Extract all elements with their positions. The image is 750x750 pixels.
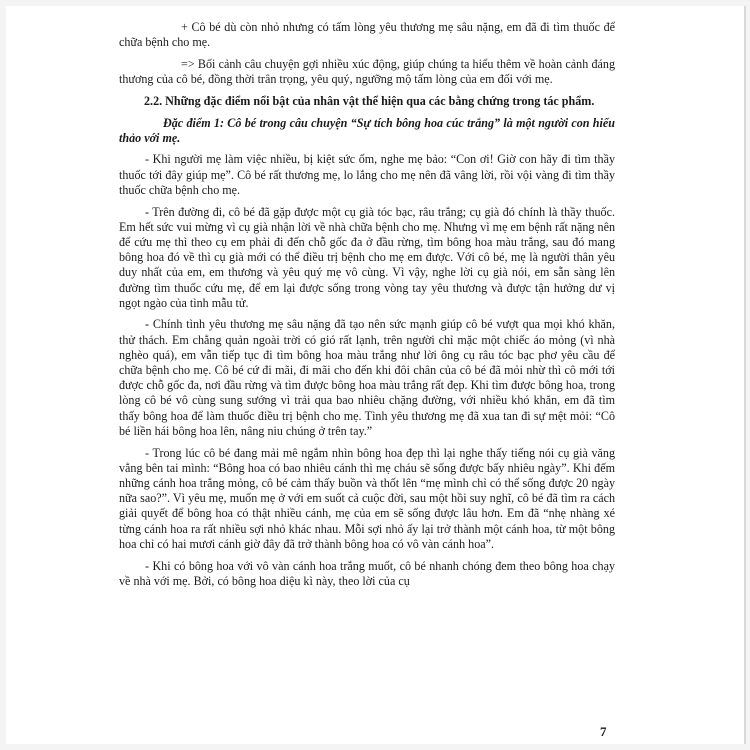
document-page bbox=[6, 6, 746, 744]
trait-heading: Đặc điểm 1: Cô bé trong câu chuyện “Sự tích bông hoa cúc trắng” là một người con hiếu thảo với mẹ. bbox=[119, 115, 615, 145]
paragraph-body: - Khi có bông hoa với vô vàn cánh hoa trắng muốt, cô bé nhanh chóng đem theo bông hoa chạy về nhà với mẹ. Bởi, có bông hoa diệu kì này, theo lời của cụ bbox=[119, 558, 615, 588]
paragraph-body: - Trên đường đi, cô bé đã gặp được một cụ già tóc bạc, râu trắng; cụ già đó chính là thầy thuốc. Em hết sức vui mừng vì cụ già nhận lời về nhà chữa bệnh cho mẹ. Nhưng vì mẹ em bệnh rất nặng nên để cứu mẹ thì theo cụ em phải đi đến chỗ gốc đa ở đầu rừng, tìm bông hoa màu trắng, sau đó mang bông hoa đó về thì cụ già mới có thể điều trị bệnh cho mẹ em được. Với cô bé, mẹ là người thân yêu duy nhất của em, em thương và yêu quý mẹ vô cùng. Vì vậy, nghe lời cụ già nói, em sẵn sàng lên đường tìm thuốc cứu mẹ, để em lại được sống trong vòng tay yêu thương và được tận hưởng dư vị ngọt ngào của tình mẫu tử. bbox=[119, 204, 615, 310]
paragraph-bullet-summary: + Cô bé dù còn nhỏ nhưng có tấm lòng yêu thương mẹ sâu nặng, em đã đi tìm thuốc để chữa bệnh cho mẹ. bbox=[119, 20, 615, 50]
paragraph-conclusion: => Bối cảnh câu chuyện gợi nhiều xúc động, giúp chúng ta hiểu thêm về hoàn cảnh đáng thương của cô bé, đồng thời trân trọng, yêu quý, ngưỡng mộ tấm lòng của em đối với mẹ. bbox=[119, 56, 615, 87]
paragraph-body: - Chính tình yêu thương mẹ sâu nặng đã tạo nên sức mạnh giúp cô bé vượt qua mọi khó khăn, thử thách. Em chẳng quản ngoài trời có gió rất lạnh, trên người chỉ mặc một chiếc áo mỏng (vì nhà nghèo quá), em vẫn tiếp tục đi tìm bông hoa màu trắng như lời ông cụ râu tóc bạc phơ yêu cầu để chữa bệnh cho mẹ. Cô bé cứ đi mãi, đi mãi cho đến khi đôi chân của cô bé đã mỏi nhừ thì cô mới tới được chỗ gốc đa, nơi đầu rừng và tìm được bông hoa màu trắng rất đẹp. Khi tìm được bông hoa, trong lòng cô bé vô cùng sung sướng vì trải qua bao nhiêu chặng đường, với nhiều khó khăn, em đã tìm thấy bông hoa để làm thuốc điều trị bệnh cho mẹ. Tình yêu thương mẹ đã xua tan đi sự mệt mỏi: “Cô bé liền hái bông hoa lên, nâng niu chúng ở trên tay.” bbox=[119, 317, 615, 438]
section-heading: 2.2. Những đặc điểm nổi bật của nhân vật thể hiện qua các bằng chứng trong tác phẩm. bbox=[144, 93, 595, 108]
paragraph-body: - Khi người mẹ làm việc nhiều, bị kiệt sức ốm, nghe mẹ bảo: “Con ơi! Giờ con hãy đi tìm thầy thuốc tới đây giúp mẹ”. Cô bé rất thương mẹ, lo lắng cho mẹ nên đã vâng lời, rồi vội vàng đi tìm thầy thuốc chữa bệnh cho mẹ. bbox=[119, 152, 615, 197]
paragraph-body: - Trong lúc cô bé đang mải mê ngắm nhìn bông hoa đẹp thì lại nghe thấy tiếng nói cụ già văng vẳng bên tai mình: “Bông hoa có bao nhiêu cánh thì mẹ cháu sẽ sống được bấy nhiêu ngày”. Khi đếm những cánh hoa trắng mỏng, cô bé cảm thấy buồn và thốt lên “mẹ mình chỉ có thể sống được 20 ngày nữa sao?”. Vì yêu mẹ, muốn mẹ ở với em suốt cả cuộc đời, sau một hồi suy nghĩ, cô bé đã tìm ra cách giải quyết để bông hoa có thật nhiều cánh, mẹ của em sẽ sống được lâu hơn. Em đã “nhẹ nhàng xé từng cánh hoa ra rất nhiều sợi nhỏ khác nhau. Mỗi sợi nhỏ ấy lại trở thành một cánh hoa, từ một bông hoa chỉ có hai mươi cánh giờ đây đã trở thành bông hoa có vô vàn cánh hoa”. bbox=[119, 445, 615, 551]
page-number: 7 bbox=[600, 724, 607, 739]
page-content bbox=[119, 20, 615, 595]
